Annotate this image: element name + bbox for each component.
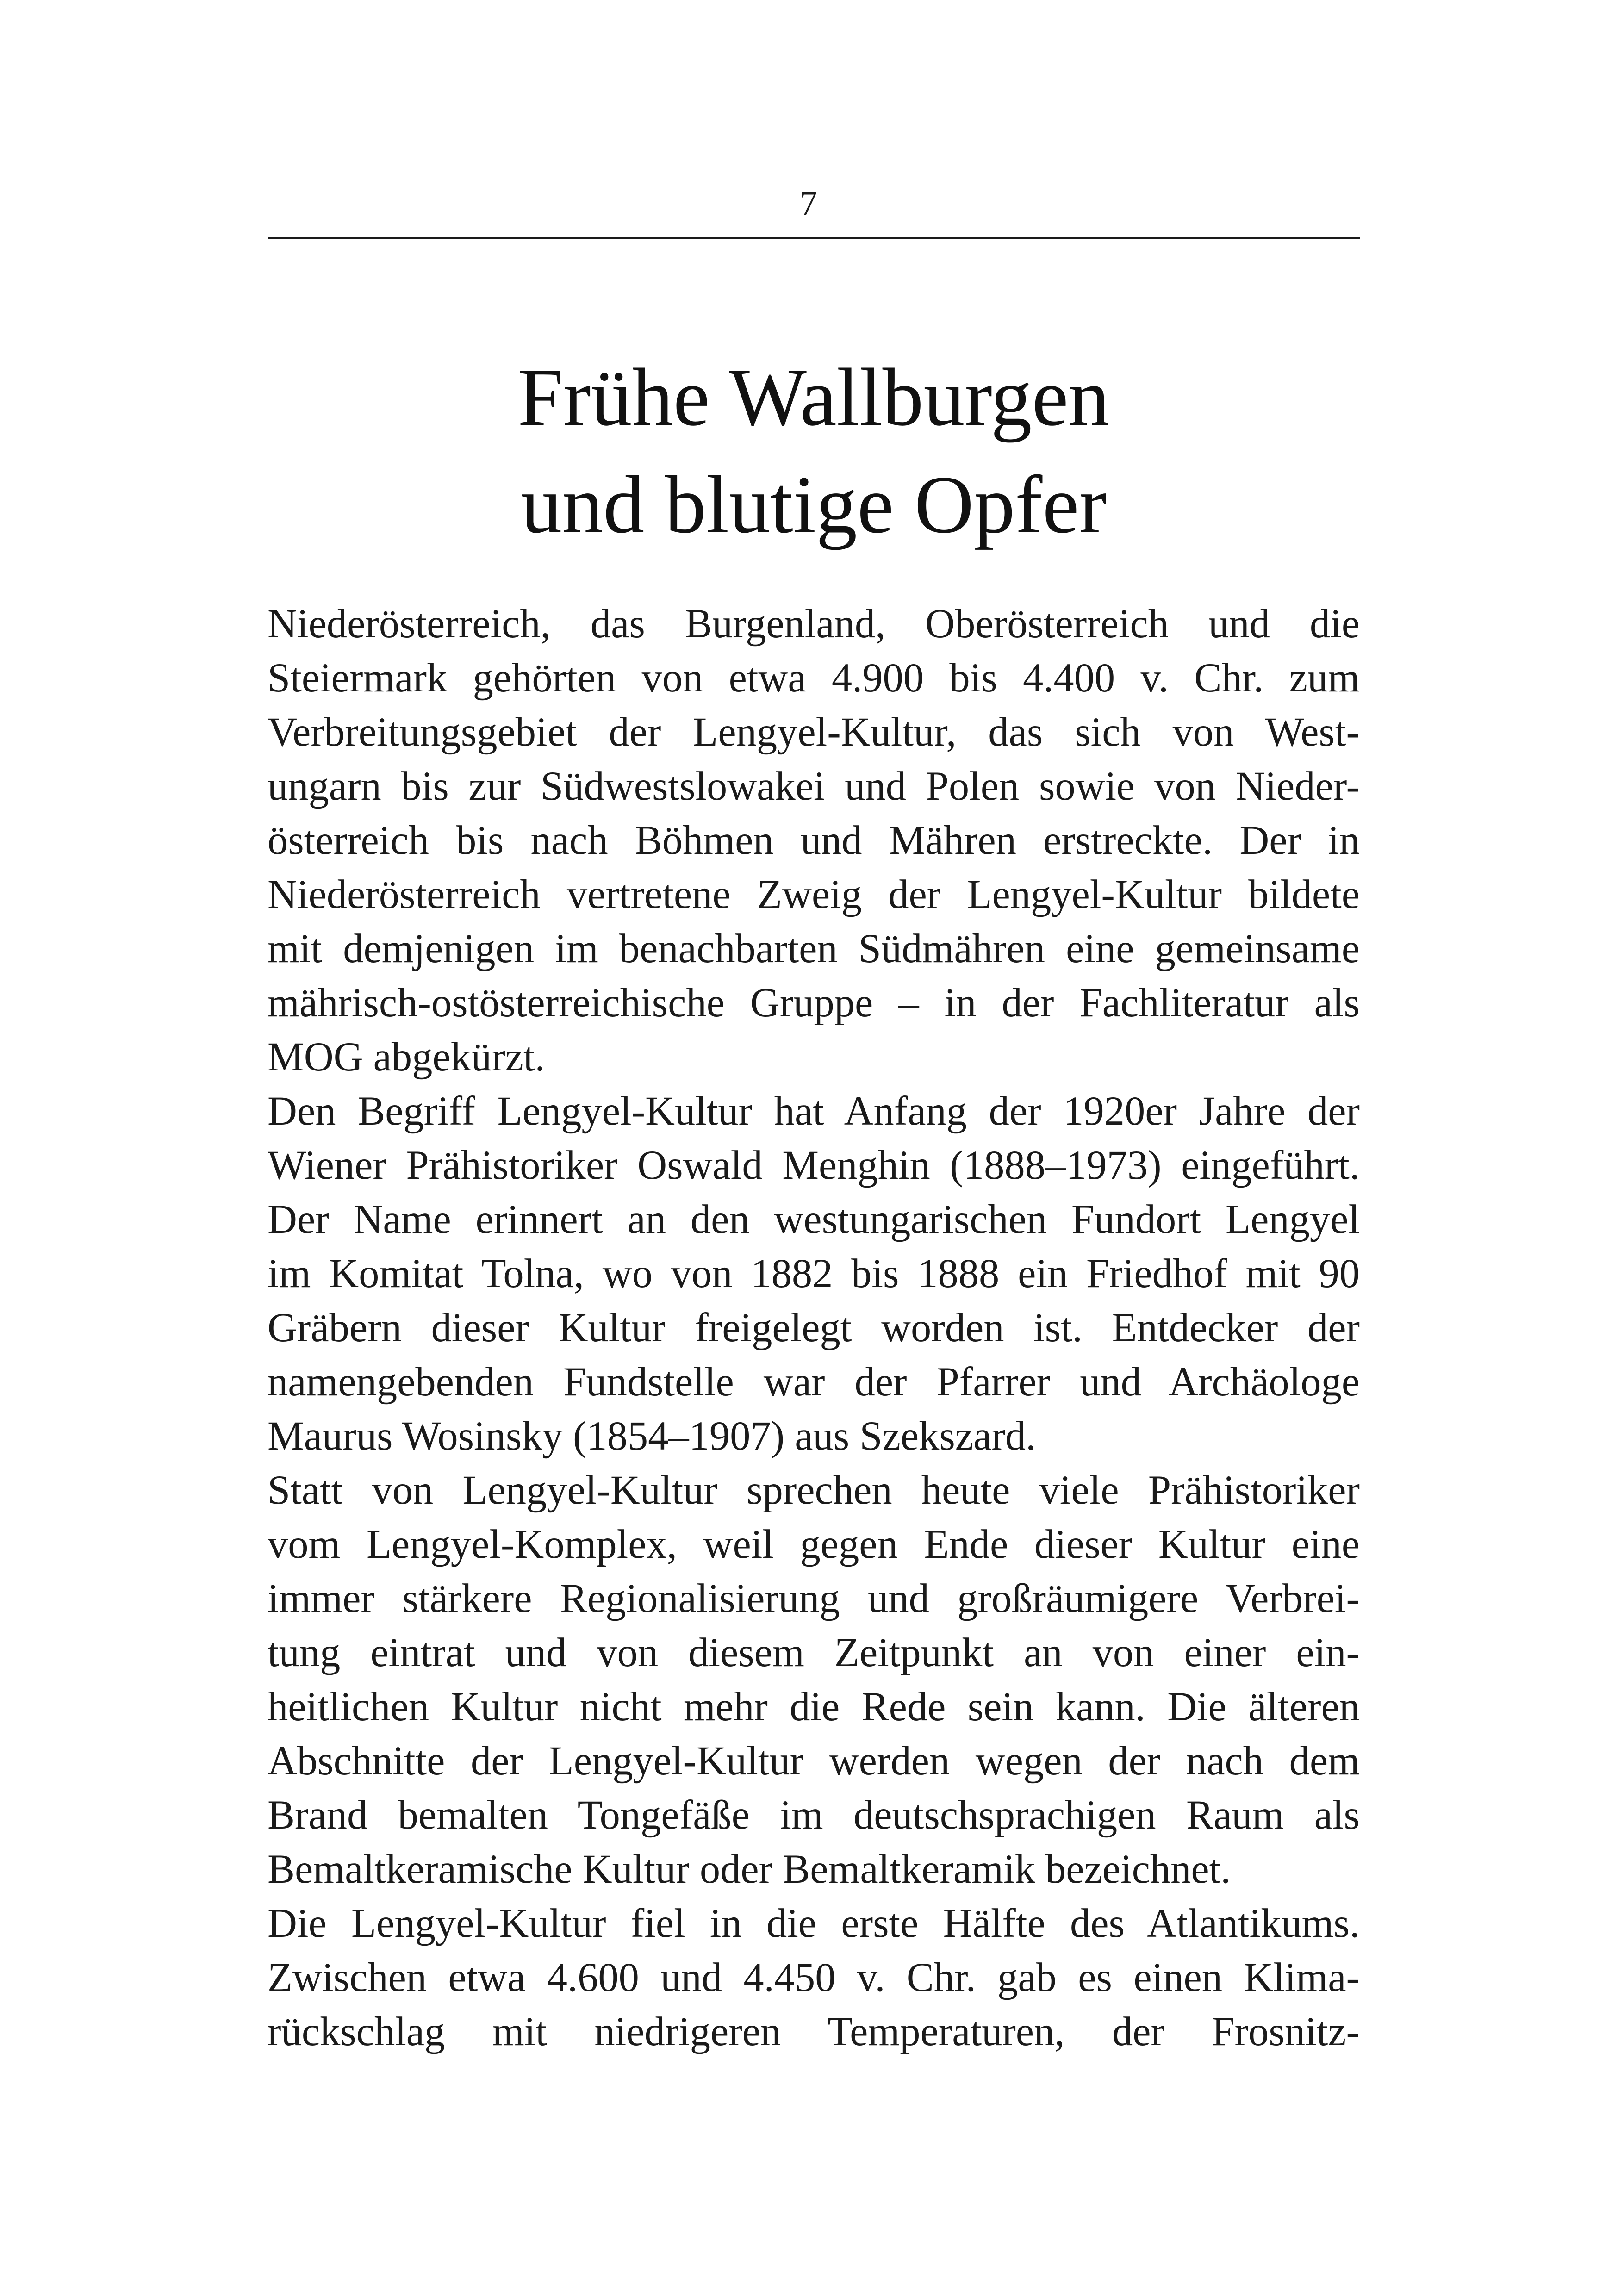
text-line: Wiener Prähistoriker Oswald Menghin (1888–1973) eingeführt. [268,1143,1360,1188]
text-line: Der Name erinnert an den westungarischen Fundort Lengyel [268,1197,1360,1242]
text-line: mit demjenigen im benachbarten Südmähren eine gemeinsame [268,926,1360,971]
text-line: Die Lengyel-Kultur fiel in die erste Hälfte des Atlantikums. [268,1901,1360,1946]
text-line: Bemaltkeramische Kultur oder Bemaltkeramik bezeichnet. [268,1847,1231,1892]
text-line: Den Begriff Lengyel-Kultur hat Anfang der 1920er Jahre der [268,1089,1360,1134]
text-line: namengebenden Fundstelle war der Pfarrer und Archäologe [268,1359,1360,1405]
text-line: Niederösterreich, das Burgenland, Oberösterreich und die [268,601,1360,647]
text-line: Steiermark gehörten von etwa 4.900 bis 4.400 v. Chr. zum [268,655,1360,701]
text-line: Maurus Wosinsky (1854–1907) aus Szekszard. [268,1413,1036,1459]
text-line: immer stärkere Regionalisierung und großräumigere Verbrei- [268,1576,1360,1621]
text-line: Gräbern dieser Kultur freigelegt worden ist. Entdecker der [268,1305,1360,1350]
text-line: vom Lengyel-Komplex, weil gegen Ende dieser Kultur eine [268,1522,1360,1567]
header-rule [268,237,1360,239]
text-line: Abschnitte der Lengyel-Kultur werden wegen der nach dem [268,1738,1360,1784]
body-text [268,597,1360,2059]
text-line: Zwischen etwa 4.600 und 4.450 v. Chr. gab es einen Klima- [268,1955,1360,2000]
text-line: tung eintrat und von diesem Zeitpunkt an von einer ein- [268,1630,1360,1675]
text-line: österreich bis nach Böhmen und Mähren erstreckte. Der in [268,818,1360,863]
chapter-title [268,343,1360,558]
chapter-title-line: und blutige Opfer [521,459,1107,550]
text-line: rückschlag mit niedrigeren Temperaturen, der Frosnitz- [268,2009,1360,2054]
text-line: mährisch-ostösterreichische Gruppe – in der Fachliteratur als [268,980,1360,1026]
text-line: Verbreitungsgebiet der Lengyel-Kultur, das sich von West- [268,709,1360,755]
text-line: Statt von Lengyel-Kultur sprechen heute viele Prähistoriker [268,1468,1360,1513]
page-number: 7 [800,184,818,223]
text-line: MOG abgekürzt. [268,1034,545,1080]
text-line: heitlichen Kultur nicht mehr die Rede sein kann. Die älteren [268,1684,1360,1730]
text-line: ungarn bis zur Südwestslowakei und Polen sowie von Nieder- [268,764,1360,809]
text-line: im Komitat Tolna, wo von 1882 bis 1888 ein Friedhof mit 90 [268,1251,1360,1296]
chapter-title-line: Frühe Wallburgen [517,351,1110,443]
text-line: Niederösterreich vertretene Zweig der Lengyel-Kultur bildete [268,872,1360,917]
text-line: Brand bemalten Tongefäße im deutschsprachigen Raum als [268,1792,1360,1838]
